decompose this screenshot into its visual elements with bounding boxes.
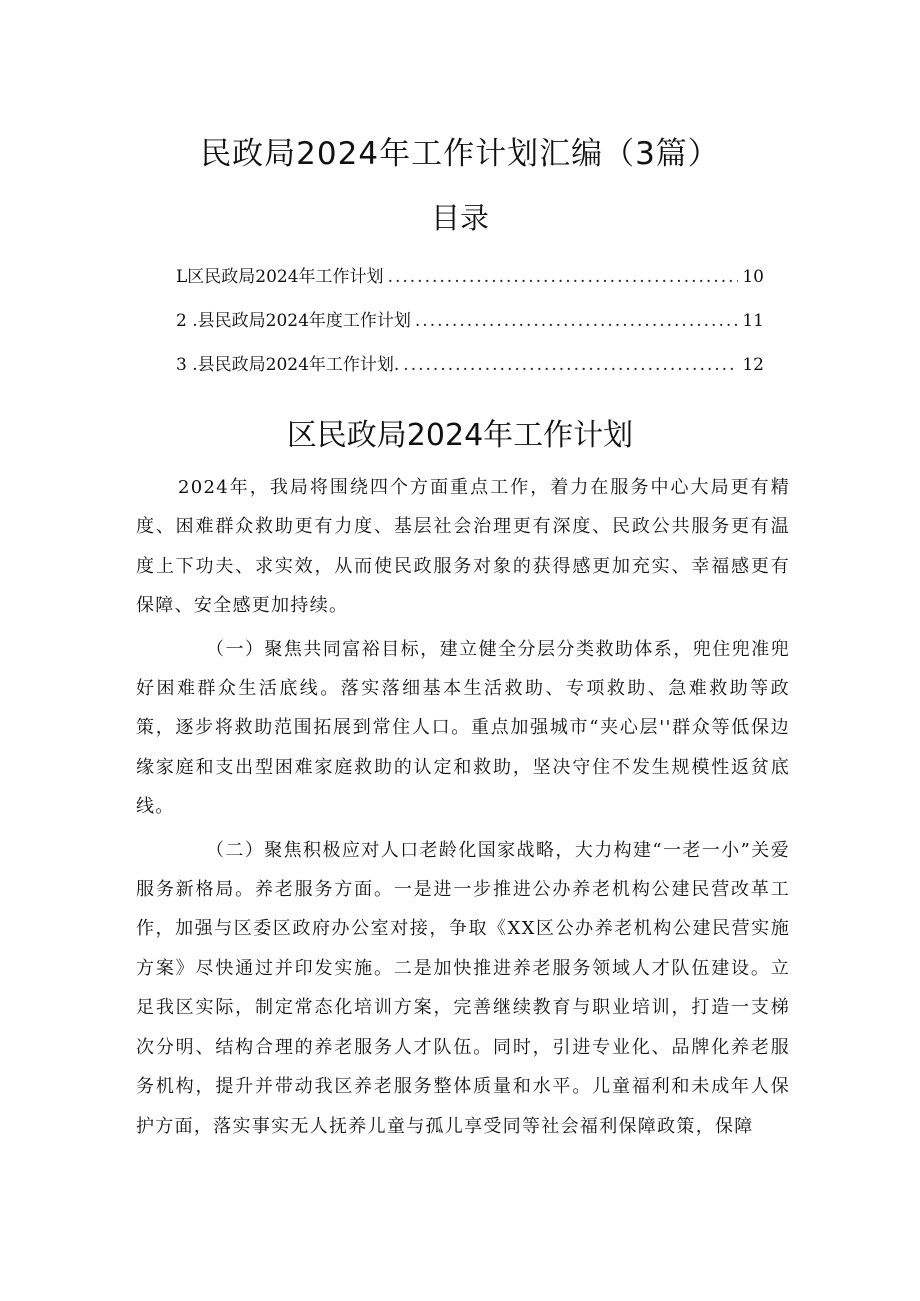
toc-entry-page: 11 <box>742 311 764 331</box>
toc-entry-label: 2 .县民政局2024年度工作计划 <box>176 311 411 331</box>
body-text <box>136 468 790 1150</box>
toc-entry[interactable] <box>176 306 764 350</box>
paragraph: （二）聚焦积极应对人口老龄化国家战略，大力构建“一老一小”关爱服务新格局。养老服务方面。一是进一步推进公办养老机构公建民营改革工作，加强与区委区政府办公室对接，争取《XX区公办养老机构公建民营实施方案》尽快通过并印发实施。二是加快推进养老服务领域人才队伍建设。立足我区实际，制定常态化培训方案，完善继续教育与职业培训，打造一支梯次分明、结构合理的养老服务人才队伍。同时，引进专业化、品牌化养老服务机构，提升并带动我区养老服务整体质量和水平。儿童福利和未成年人保护方面，落实事实无人抚养儿童与孤儿享受同等社会福利保障政策，保障 <box>136 839 790 1137</box>
toc-leader-dots <box>415 311 738 331</box>
toc-entry-page: 12 <box>742 355 764 375</box>
toc-entry-page: 10 <box>742 267 764 287</box>
table-of-contents <box>176 262 764 394</box>
toc-heading: 目录 <box>430 201 489 235</box>
section-title: 区民政局2024年工作计划 <box>286 418 634 453</box>
toc-entry-label: L区民政局2024年工作计划 <box>176 267 384 287</box>
toc-entry-label: 3 .县民政局2024年工作计划. <box>176 355 400 375</box>
paragraph: （一）聚焦共同富裕目标，建立健全分层分类救助体系，兜住兜准兜好困难群众生活底线。落实落细基本生活救助、专项救助、急难救助等政策，逐步将救助范围拓展到常住人口。重点加强城市“夹心层''群众等低保边缘家庭和支出型困难家庭救助的认定和救助，坚决守住不发生规模性返贫底线。 <box>136 638 790 818</box>
toc-leader-dots <box>388 267 739 287</box>
paragraph: 2024年，我局将围绕四个方面重点工作，着力在服务中心大局更有精度、困难群众救助更有力度、基层社会治理更有深度、民政公共服务更有温度上下功夫、求实效，从而使民政服务对象的获得感更加充实、幸福感更有保障、安全感更加持续。 <box>136 477 790 617</box>
document-title: 民政局2024年工作计划汇编（3篇） <box>200 136 720 172</box>
toc-entry[interactable] <box>176 262 764 306</box>
toc-leader-dots <box>403 355 738 375</box>
toc-entry[interactable] <box>176 350 764 394</box>
